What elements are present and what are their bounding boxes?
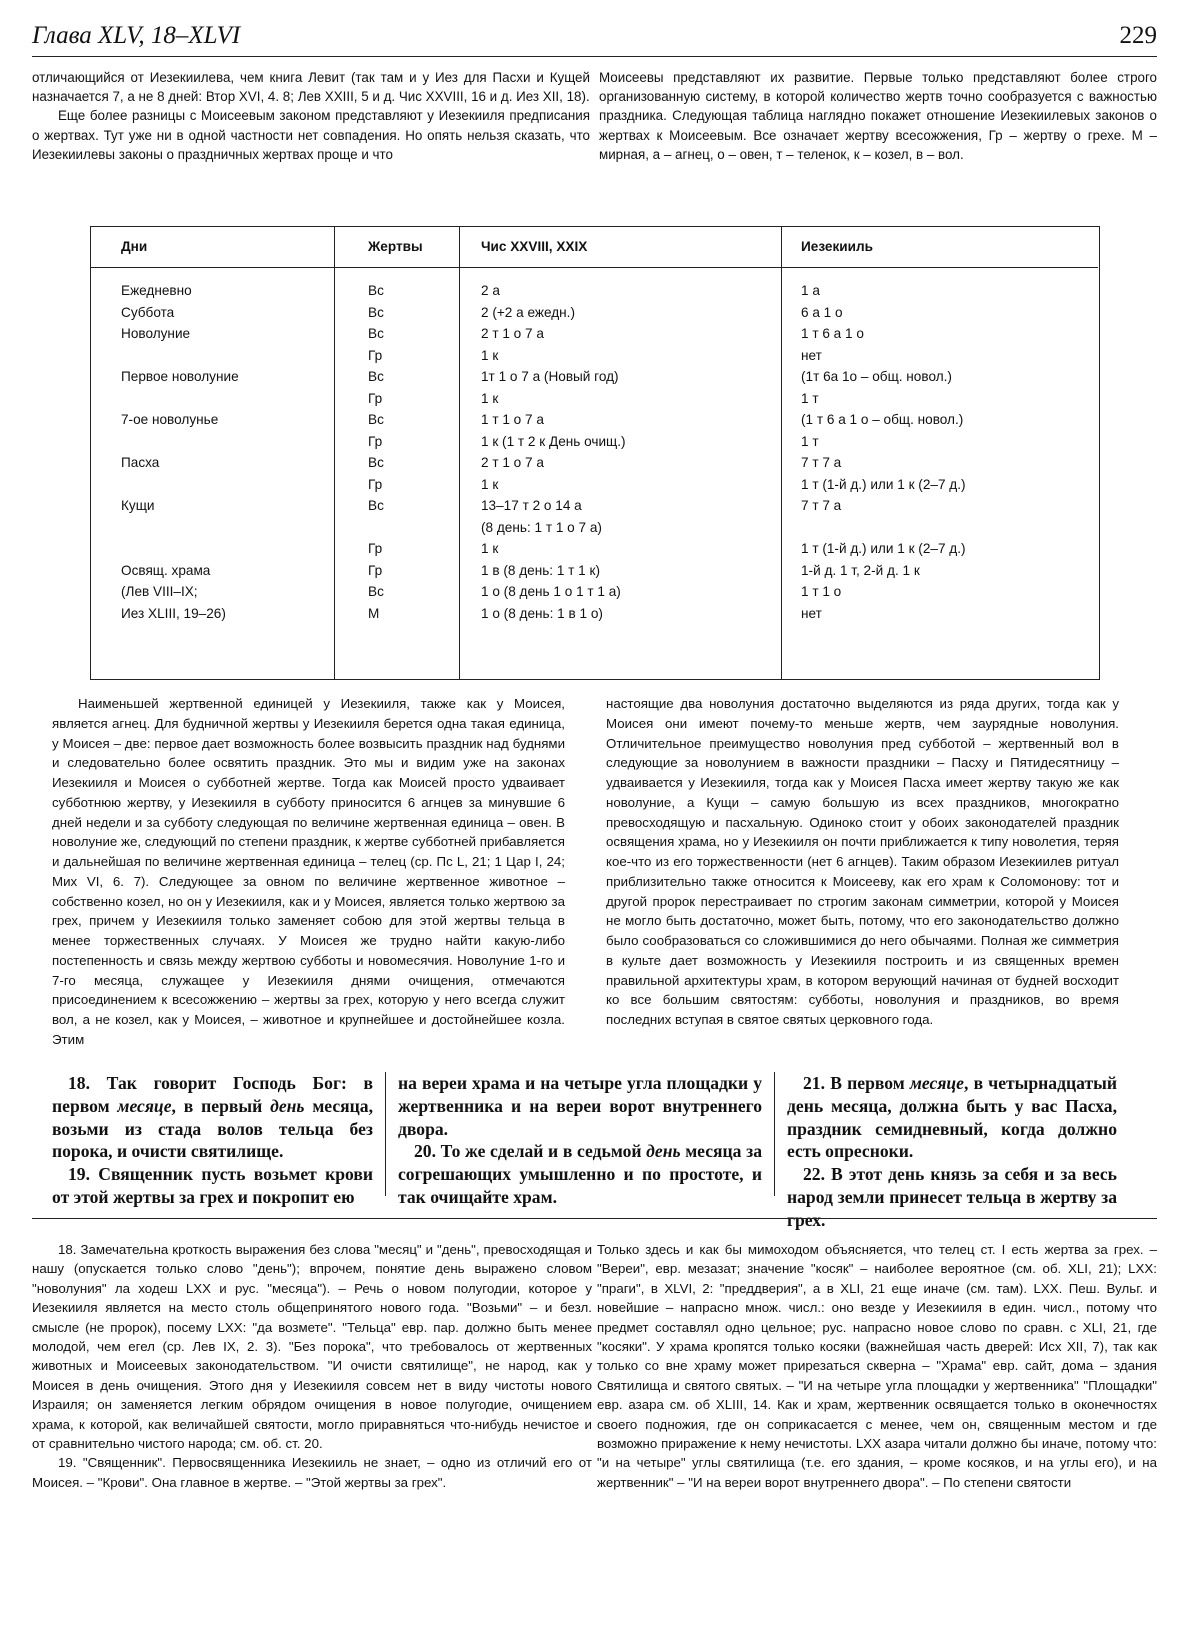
scripture-column-2 [385, 1072, 774, 1207]
verse-20 [398, 1140, 762, 1208]
cell-sacrifice: Вс [368, 283, 384, 298]
discussion-paragraph-1: Наименьшей жертвенной единицей у Иезекииля, также как у Моисея, является агнец. Для будничной жертвы у Иезекииля берется одна такая единица, у Моисея – две: первое дает возможность более возвысить праздник над буднями и следовательно более освятить праздник. Это мы и видим уже на законах Иезекииля и Моисея о субботней жертве. Тогда как Моисей просто удваивает субботнюю жертву, у Иезекииля в субботу приносится 6 агнцев за минувшие 6 дней недели и за субботу следующая по величине жертвенная единица – овен. В новолуние же, следующий по степени праздник, к жертве субботней прибавляется и дальнейшая по величине жертвенная единица – телец (ср. Пс L, 21; 1 Цар I, 24; Мих VI, 6. 7). Следующее за овном по величине жертвенное животное – собственно козел, но он у Иезекииля, как и у Моисея, является только жертвою за грех, причем у Иезекииля только заменяет собою для этой жертвы тельца в менее торжественных случаях. У Моисея же трудно найти какую-либо постепенность и связь между жертвою субботы и новомесячия. Новолуние 1-го и 7-го месяца, служащее у Иезекииля днями очищения, отмечаются присоединением к всесожжению – жертвы за грех, которую у него всегда служит вол, а не козел, как у Моисея, – животное и крупнейшее и достойнейшее козла. Этим [52, 696, 565, 1047]
cell-ezekiel: нет [801, 605, 822, 621]
cell-sacrifice: Вс [368, 369, 384, 384]
cell-numbers: 13–17 т 2 о 14 а [481, 498, 582, 513]
table-row [91, 495, 1098, 517]
scripture-text [52, 1072, 1117, 1230]
cell-sacrifice: Гр [368, 562, 383, 578]
intro-paragraph-2: Еще более разницы с Моисеевым законом представляют у Иезекииля предписания о жертвах. Тут уже ни в одной частности нет совпадения. Но опять нельзя сказать, что Иезекиилевы законы о праздничных жертвах проще и что [32, 108, 590, 162]
table-row [91, 388, 1098, 410]
intro-paragraph-1: отличающийся от Иезекиилева, чем книга Левит (так там и у Иез для Пасхи и Кущей назначается 7, а не 8 дней: Втор XVI, 4. 8; Лев XXIII, 5 и д. Чис XXVIII, 16 и д. Иез XII, 18). [32, 70, 590, 105]
cell-sacrifice: Гр [368, 433, 383, 449]
cell-day [91, 517, 334, 539]
cell-ezekiel: 1 т (1-й д.) или 1 к (2–7 д.) [801, 476, 966, 492]
verse-text: 20. То же сделай и в седьмой [414, 1141, 647, 1162]
cell-ezekiel: 1 т 1 о [801, 584, 842, 599]
discussion-left-column [52, 694, 565, 1050]
commentary-right-column [597, 1240, 1157, 1492]
verse-italic: месяце [117, 1095, 172, 1116]
cell-numbers: 1 о (8 день 1 о 1 т 1 а) [481, 584, 621, 599]
cell-day: Кущи [121, 498, 155, 513]
cell-sacrifice [334, 517, 459, 539]
verse-18 [52, 1072, 373, 1163]
sacrifice-table [90, 226, 1100, 680]
table-row [91, 538, 1098, 560]
table-row [91, 581, 1098, 603]
cell-ezekiel: (1 т 6 а 1 о – общ. новол.) [801, 412, 964, 427]
verse-21 [787, 1072, 1117, 1163]
cell-day: Первое новолуние [121, 369, 239, 384]
verse-22: 22. В этот день князь за себя и за весь народ земли принесет тельца в жертву за грех. [787, 1164, 1117, 1230]
table-row [91, 603, 1098, 625]
cell-ezekiel: 7 т 7 а [801, 455, 842, 470]
cell-day: Ежедневно [121, 283, 192, 298]
table-spacer [91, 268, 1098, 281]
cell-numbers: 1 к [481, 390, 499, 406]
table-row [91, 431, 1098, 453]
commentary-left-column [32, 1240, 592, 1492]
table-row [91, 280, 1098, 302]
cell-day: Пасха [121, 455, 160, 470]
cell-numbers: 2 а [481, 283, 500, 298]
cell-day: Суббота [121, 304, 175, 320]
table-row [91, 452, 1098, 474]
cell-sacrifice: Вс [368, 412, 384, 427]
cell-day: Новолуние [121, 326, 191, 341]
cell-ezekiel: 1 т [801, 433, 819, 449]
intro-paragraph-3: Моисеевы представляют их развитие. Первые только представляют более строго организованную систему, в которой количество жертв точно сообразуется с важностью праздника. Следующая таблица наглядно покажет отношение Иезекиилевых законов о жертвах к Моисеевым. Все означает жертву всесожжения, Гр – жертву о грехе. М – мирная, а – агнец, о – овен, т – теленок, к – козел, в – вол. [599, 70, 1157, 162]
cell-sacrifice: Гр [368, 476, 383, 492]
cell-sacrifice: Гр [368, 390, 383, 406]
cell-numbers: 2 т 1 о 7 а [481, 455, 544, 470]
scripture-column-1 [52, 1072, 385, 1207]
cell-day [91, 431, 334, 453]
cell-numbers: 1т 1 о 7 а (Новый год) [481, 369, 619, 384]
verse-text: , в четырнадцатый день месяца, должна быть у вас Пасха, праздник семидневный, когда должно есть опресноки. [787, 1073, 1117, 1162]
verse-italic: день [646, 1141, 681, 1162]
intro-right-column [599, 68, 1157, 164]
discussion-right-column [606, 694, 1119, 1050]
page-number: 229 [1119, 22, 1157, 49]
verse-text: , в первый [171, 1095, 271, 1116]
cell-sacrifice: Вс [368, 326, 384, 341]
verse-text: 18. Так говорит Господь Бог: в первом [52, 1073, 373, 1116]
scripture-column-3 [774, 1072, 1117, 1230]
cell-ezekiel: 1 т (1-й д.) или 1 к (2–7 д.) [801, 541, 966, 556]
verse-italic: день [270, 1095, 305, 1116]
verse-19-continued: на вереи храма и на четыре угла площадки у жертвенника и на вереи ворот внутреннего двора. [398, 1073, 762, 1139]
commentary-verse-19-continued: Только здесь и как бы мимоходом объясняется, что телец ст. I есть жертва за грех. – "Вереи", евр. мезазат; значение "косяк" – наиболее вероятное (см. об. XLI, 21); LXX: "праги", в XLVI, 2: "преддверия", а в XLI, 21 еще иначе (см. там). LXX. Пеш. Вульг. и новейшие – напрасно множ. числ.: оно везде у Иезекииля в един. числ., потому что предмет составлял одно цельное; рус. напрасно новое слово по сравн. с XLI, 21, где "косяки". У храма кропятся только косяки (важнейшая часть дверей: Исх XII, 7), так как только со вне храму может прирезаться скверна – "Храма" евр. сайт, дома – здания Святилища и святого святых. – "И на четыре угла площадки у жертвенника" "Площадки" евр. азара см. об XLIII, 14. Как и храм, жертвенник освящается только в оконечностях своего подножия, где он соприкасается с менее, чем он, священным местом и где возможно приражение к нему нечистоты. LXX азара читали должно бы иначе, потому что: "и на четыре" углы святилища (т.е. его здания, – кроме косяков, и на углы его), и на жертвенник" – "И на вереи ворот внутреннего двора". – По степени святости [597, 1242, 1157, 1490]
cell-ezekiel: нет [801, 347, 822, 363]
cell-numbers: 1 к [481, 541, 499, 556]
cell-numbers: 1 к [481, 347, 499, 363]
cell-day: Иез XLIII, 19–26) [121, 605, 226, 621]
header-ezekiel: Иезекииль [781, 227, 1098, 268]
table-row [91, 474, 1098, 496]
verse-19: 19. Священник пусть возьмет крови от этой жертвы за грех и покропит ею [52, 1164, 373, 1207]
cell-day: Освящ. храма [121, 562, 211, 578]
header-rule [32, 56, 1157, 57]
verse-italic: месяце [909, 1073, 964, 1093]
table-header-row [91, 227, 1098, 268]
commentary-columns [32, 1240, 1157, 1492]
verse-text: месяца за согрешающих умышленно и по простоте, и так очищайте храм. [398, 1141, 762, 1207]
cell-ezekiel: 1 а [801, 283, 820, 298]
table-row [91, 323, 1098, 345]
cell-ezekiel: 6 а 1 о [801, 304, 843, 320]
cell-numbers: 2 т 1 о 7 а [481, 326, 544, 341]
cell-sacrifice: Вс [368, 584, 384, 599]
verse-text: месяца, возьми из стада волов тельца без порока, и очисти святилище. [52, 1095, 373, 1162]
cell-ezekiel: 1 т 6 а 1 о [801, 326, 864, 341]
cell-sacrifice: Вс [368, 304, 384, 320]
cell-numbers: 1 к [481, 476, 499, 492]
header-sacrifices: Жертвы [334, 227, 459, 268]
intro-columns [32, 68, 1157, 164]
table-row [91, 409, 1098, 431]
table-row [91, 302, 1098, 324]
cell-numbers: 1 к (1 т 2 к День очищ.) [481, 433, 626, 449]
sacrifice-table-grid [91, 227, 1098, 624]
cell-day: 7-ое новолунье [121, 412, 219, 427]
cell-ezekiel: 1-й д. 1 т, 2-й д. 1 к [801, 562, 920, 578]
intro-left-column [32, 68, 590, 164]
cell-sacrifice: Гр [368, 541, 383, 556]
cell-sacrifice: М [368, 605, 380, 621]
discussion-paragraph-2: настоящие два новолуния достаточно выделяются из ряда других, тогда как у Моисея они имеют почему-то меньше жертв, чем заурядные новолуния. Отличительное преимущество новолуния пред субботой – жертвенный вол в следующие за новолунием в важности праздники – Пасху и Пятидесятницу – удваивается у Иезекииля, тогда как у Моисея Пасха имеет жертву такую же как новолуние, а Кущи – самую большую из всех праздников, многократно превосходящую и пасхальную. Одиноко стоит у обоих законодателей праздник освящения храма, но у Иезекииля он почти приближается к типу новолетия, теряя кое-что из его торжественности (нет 6 агнцев). Таким образом Иезекиилев ритуал приблизительно также относится к Моисееву, как его храм к Соломонову: тот и другой пророк перестраивает по строгим законам симметрии, которой у Моисея не могло быть достаточно, может быть, потому, что его законодательство должно было сообразоваться со сложившимися до него обычаями. Полная же симметрия в культе дает возможность у Иезекииля построить и из священных времен правильной архитектуры храм, в котором верующий начиная от будней восходит ко все большим святостям: субботы, новолуния и праздников, во время последних вступая в святое святых церковного года. [606, 696, 1119, 1027]
header-numbers: Чис XXVIII, XXIX [459, 227, 781, 268]
cell-day [91, 474, 334, 496]
header-days: Дни [91, 227, 334, 268]
page-header [32, 22, 1157, 54]
commentary-verse-19: 19. "Священник". Первосвященника Иезекииль не знает, – одно из отличий его от Моисея. – "Крови". Она главное в жертве. – "Этой жертвы за грех". [32, 1455, 592, 1490]
cell-day [91, 388, 334, 410]
running-head: Глава XLV, 18–XLVI [32, 22, 241, 49]
cell-ezekiel: 7 т 7 а [801, 498, 842, 513]
table-row [91, 366, 1098, 388]
cell-numbers: 2 (+2 а ежедн.) [481, 304, 575, 320]
discussion-columns [52, 694, 1119, 1050]
cell-numbers: 1 о (8 день: 1 в 1 о) [481, 605, 603, 621]
table-row [91, 517, 1098, 539]
cell-ezekiel: 1 т [801, 390, 819, 406]
table-row [91, 560, 1098, 582]
cell-sacrifice: Вс [368, 455, 384, 470]
cell-numbers: 1 т 1 о 7 а [481, 412, 544, 427]
cell-sacrifice: Вс [368, 498, 384, 513]
cell-numbers: (8 день: 1 т 1 о 7 а) [481, 519, 602, 535]
verse-text: 21. В первом [803, 1073, 910, 1093]
cell-day [91, 538, 334, 560]
cell-ezekiel: (1т 6а 1о – общ. новол.) [801, 369, 952, 384]
cell-sacrifice: Гр [368, 347, 383, 363]
commentary-verse-18: 18. Замечательна кроткость выражения без слова "месяц" и "день", превосходящая и нашу (опускается только слово "день"); впрочем, понятие день выражено словом "новолуния" ла ходеш LXX и рус. "месяца"). – Речь о новом полугодии, которое у Иезекииля является на место столь общепринятого нового года. "Возьми" – и безл. смысле (не пророк), посему LXX: "да возмете". "Тельца" евр. пар. должно быть менее молодой, чем егел (ср. Лев IX, 2. 3). "Без порока", что требовалось от жертвенных животных и Моисеевых законодательством. "И очисти святилище", не народ, как у Моисея в день очищения. Этого дня у Иезекииля совсем нет в виду чистоты нового Израиля; он заменяется легким обрядом очищения в новое полугодие, очищением храма, к которой, как величайшей святости, могло приравняться что-нибудь нечистое и от сравнительно чистого народа; см. об. ст. 20. [32, 1242, 592, 1452]
cell-numbers: 1 в (8 день: 1 т 1 к) [481, 562, 600, 578]
table-row [91, 345, 1098, 367]
commentary-rule [32, 1218, 1157, 1219]
cell-day [91, 345, 334, 367]
cell-day: (Лев VIII–IX; [121, 584, 198, 599]
cell-ezekiel [781, 517, 1098, 539]
